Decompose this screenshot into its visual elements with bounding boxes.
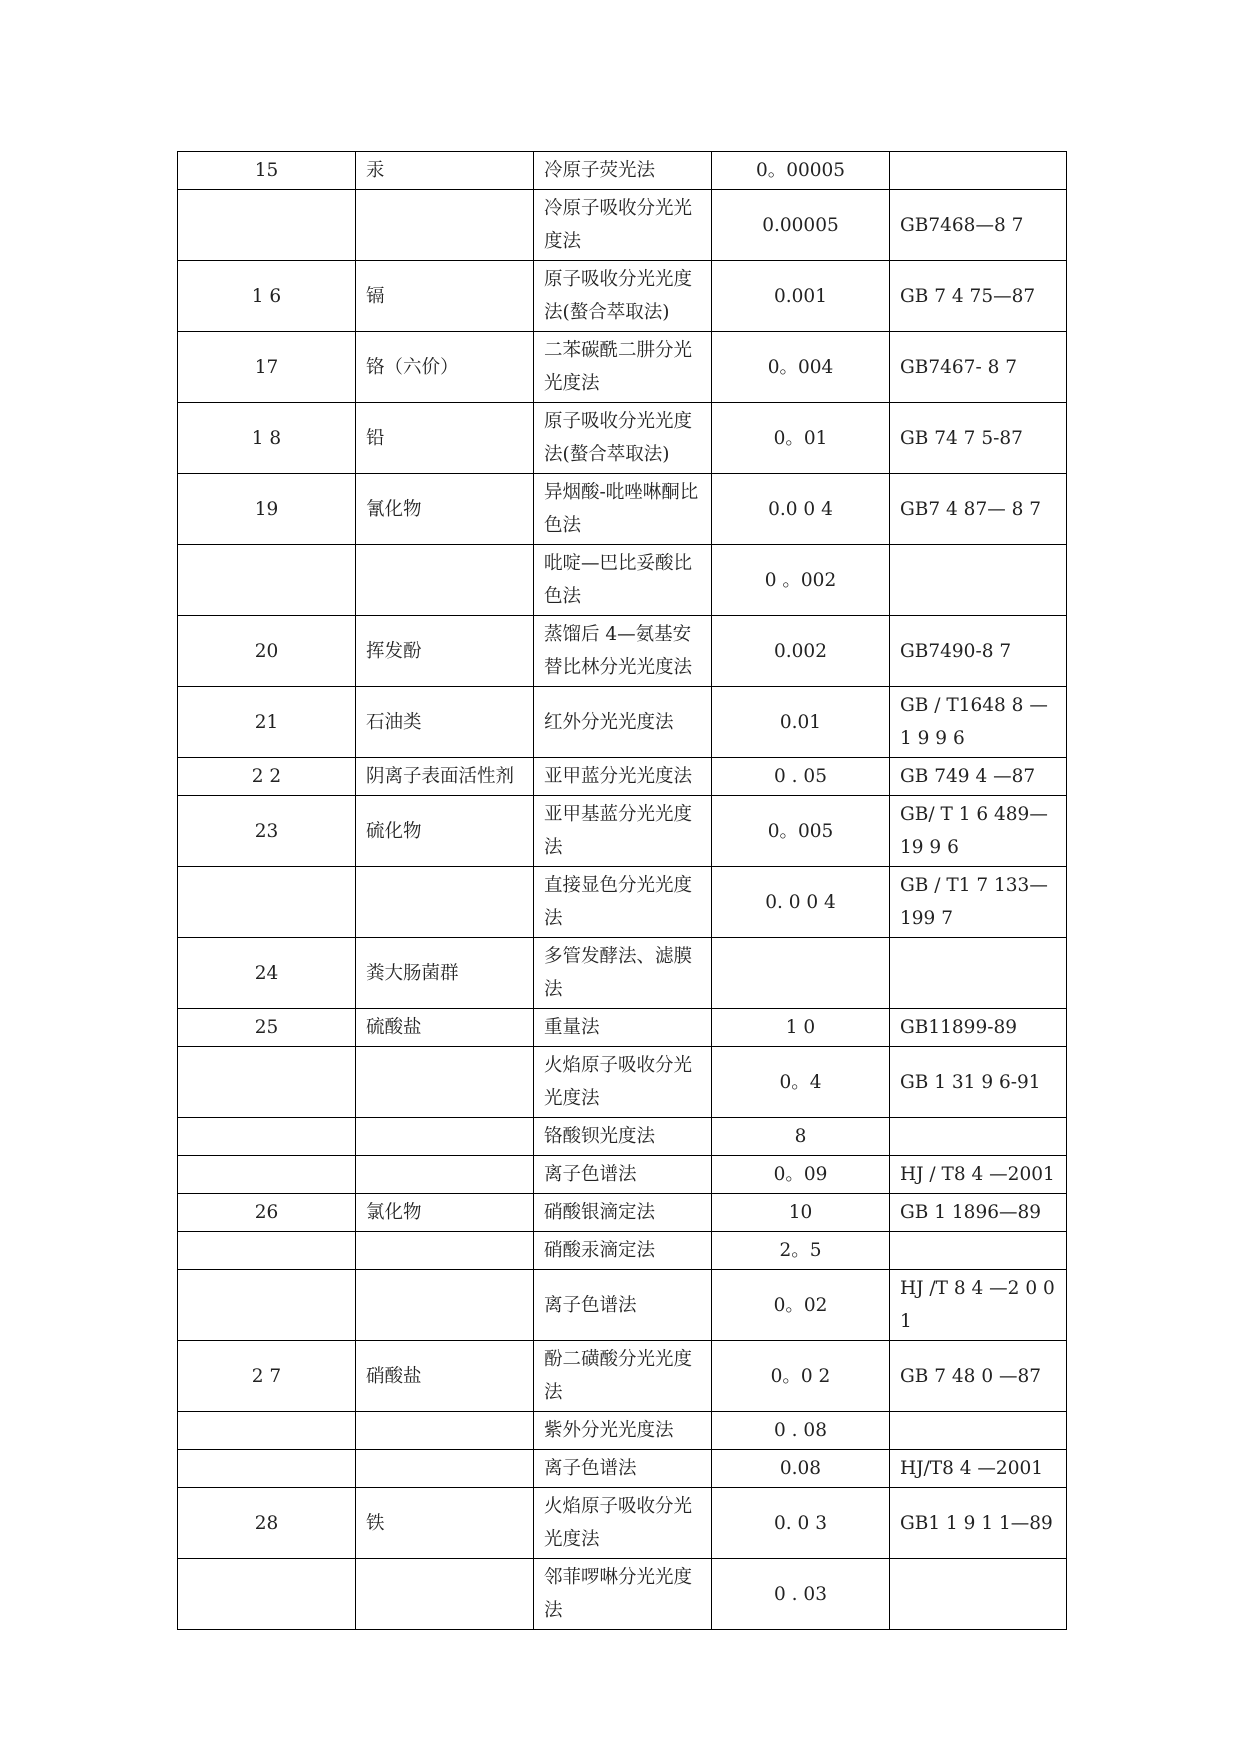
cell-detection-limit: 0. 0 0 4 bbox=[712, 867, 890, 938]
cell-method: 酚二磺酸分光光度法 bbox=[534, 1341, 712, 1412]
cell-standard: GB1 1 9 1 1—89 bbox=[890, 1488, 1067, 1559]
cell-method: 火焰原子吸收分光光度法 bbox=[534, 1047, 712, 1118]
cell-detection-limit bbox=[712, 938, 890, 1009]
cell-item-name bbox=[356, 1118, 534, 1156]
cell-item-name: 铬（六价） bbox=[356, 332, 534, 403]
cell-number bbox=[178, 1559, 356, 1630]
table-row bbox=[178, 1450, 1067, 1488]
cell-standard bbox=[890, 938, 1067, 1009]
cell-item-name: 粪大肠菌群 bbox=[356, 938, 534, 1009]
cell-standard: GB11899-89 bbox=[890, 1009, 1067, 1047]
cell-item-name: 汞 bbox=[356, 152, 534, 190]
cell-method: 亚甲蓝分光光度法 bbox=[534, 758, 712, 796]
cell-number: 19 bbox=[178, 474, 356, 545]
table-row bbox=[178, 616, 1067, 687]
cell-detection-limit: 0。004 bbox=[712, 332, 890, 403]
cell-detection-limit: 0 . 03 bbox=[712, 1559, 890, 1630]
cell-method: 紫外分光光度法 bbox=[534, 1412, 712, 1450]
table-body bbox=[178, 152, 1067, 1630]
cell-detection-limit: 0.0 0 4 bbox=[712, 474, 890, 545]
cell-standard bbox=[890, 1559, 1067, 1630]
cell-method: 火焰原子吸收分光光度法 bbox=[534, 1488, 712, 1559]
cell-standard bbox=[890, 545, 1067, 616]
cell-number bbox=[178, 1118, 356, 1156]
cell-method: 多管发酵法、滤膜法 bbox=[534, 938, 712, 1009]
cell-item-name bbox=[356, 1156, 534, 1194]
cell-standard bbox=[890, 152, 1067, 190]
table-row bbox=[178, 1559, 1067, 1630]
cell-item-name: 硝酸盐 bbox=[356, 1341, 534, 1412]
cell-number: 17 bbox=[178, 332, 356, 403]
table-row bbox=[178, 1047, 1067, 1118]
cell-method: 蒸馏后 4—氨基安替比林分光光度法 bbox=[534, 616, 712, 687]
cell-detection-limit: 0.00005 bbox=[712, 190, 890, 261]
cell-method: 原子吸收分光光度法(螯合萃取法) bbox=[534, 261, 712, 332]
cell-number bbox=[178, 1232, 356, 1270]
cell-method: 原子吸收分光光度法(螯合萃取法) bbox=[534, 403, 712, 474]
cell-detection-limit: 0。02 bbox=[712, 1270, 890, 1341]
cell-detection-limit: 0. 0 3 bbox=[712, 1488, 890, 1559]
cell-item-name bbox=[356, 1270, 534, 1341]
cell-method: 亚甲基蓝分光光度法 bbox=[534, 796, 712, 867]
cell-standard: GB7 4 87— 8 7 bbox=[890, 474, 1067, 545]
cell-method: 重量法 bbox=[534, 1009, 712, 1047]
table-row bbox=[178, 1194, 1067, 1232]
cell-standard bbox=[890, 1118, 1067, 1156]
cell-detection-limit: 1 0 bbox=[712, 1009, 890, 1047]
cell-standard: GB 1 31 9 6-91 bbox=[890, 1047, 1067, 1118]
cell-detection-limit: 0。0 2 bbox=[712, 1341, 890, 1412]
cell-item-name: 石油类 bbox=[356, 687, 534, 758]
table-row bbox=[178, 261, 1067, 332]
cell-detection-limit: 0。00005 bbox=[712, 152, 890, 190]
cell-detection-limit: 0。4 bbox=[712, 1047, 890, 1118]
cell-detection-limit: 0 . 05 bbox=[712, 758, 890, 796]
cell-number: 2 2 bbox=[178, 758, 356, 796]
cell-method: 离子色谱法 bbox=[534, 1270, 712, 1341]
cell-number bbox=[178, 1156, 356, 1194]
table-row bbox=[178, 1488, 1067, 1559]
standards-table bbox=[177, 151, 1067, 1630]
table-row bbox=[178, 1412, 1067, 1450]
cell-method: 冷原子吸收分光光度法 bbox=[534, 190, 712, 261]
cell-number: 23 bbox=[178, 796, 356, 867]
cell-standard: GB 7 4 75—87 bbox=[890, 261, 1067, 332]
cell-standard: HJ /T 8 4 —2 0 01 bbox=[890, 1270, 1067, 1341]
table-row bbox=[178, 867, 1067, 938]
cell-item-name: 铅 bbox=[356, 403, 534, 474]
table-row bbox=[178, 190, 1067, 261]
table-row bbox=[178, 474, 1067, 545]
cell-detection-limit: 0 . 08 bbox=[712, 1412, 890, 1450]
cell-method: 邻菲啰啉分光光度法 bbox=[534, 1559, 712, 1630]
cell-detection-limit: 0。01 bbox=[712, 403, 890, 474]
cell-standard: GB 7 48 0 —87 bbox=[890, 1341, 1067, 1412]
cell-standard bbox=[890, 1232, 1067, 1270]
cell-method: 硝酸汞滴定法 bbox=[534, 1232, 712, 1270]
cell-standard: HJ/T8 4 —2001 bbox=[890, 1450, 1067, 1488]
table-row bbox=[178, 938, 1067, 1009]
cell-detection-limit: 0。09 bbox=[712, 1156, 890, 1194]
cell-item-name: 挥发酚 bbox=[356, 616, 534, 687]
cell-detection-limit: 8 bbox=[712, 1118, 890, 1156]
cell-number bbox=[178, 1450, 356, 1488]
cell-standard: GB/ T 1 6 489—19 9 6 bbox=[890, 796, 1067, 867]
table-row bbox=[178, 1118, 1067, 1156]
cell-detection-limit: 0.01 bbox=[712, 687, 890, 758]
cell-item-name: 硫化物 bbox=[356, 796, 534, 867]
cell-method: 冷原子荧光法 bbox=[534, 152, 712, 190]
cell-standard: GB7490-8 7 bbox=[890, 616, 1067, 687]
table-row bbox=[178, 403, 1067, 474]
table-row bbox=[178, 545, 1067, 616]
table-row bbox=[178, 758, 1067, 796]
cell-method: 二苯碳酰二肼分光光度法 bbox=[534, 332, 712, 403]
cell-number bbox=[178, 1412, 356, 1450]
cell-method: 离子色谱法 bbox=[534, 1450, 712, 1488]
cell-method: 硝酸银滴定法 bbox=[534, 1194, 712, 1232]
cell-detection-limit: 0.002 bbox=[712, 616, 890, 687]
table-row bbox=[178, 1341, 1067, 1412]
cell-number bbox=[178, 545, 356, 616]
cell-item-name bbox=[356, 1047, 534, 1118]
cell-item-name bbox=[356, 1412, 534, 1450]
cell-number: 25 bbox=[178, 1009, 356, 1047]
cell-detection-limit: 0.08 bbox=[712, 1450, 890, 1488]
cell-detection-limit: 10 bbox=[712, 1194, 890, 1232]
cell-number: 28 bbox=[178, 1488, 356, 1559]
cell-detection-limit: 2。5 bbox=[712, 1232, 890, 1270]
cell-item-name: 硫酸盐 bbox=[356, 1009, 534, 1047]
cell-standard: HJ / T8 4 —2001 bbox=[890, 1156, 1067, 1194]
cell-method: 铬酸钡光度法 bbox=[534, 1118, 712, 1156]
cell-standard: GB / T1648 8 — 1 9 9 6 bbox=[890, 687, 1067, 758]
cell-number: 20 bbox=[178, 616, 356, 687]
cell-item-name: 阴离子表面活性剂 bbox=[356, 758, 534, 796]
cell-standard bbox=[890, 1412, 1067, 1450]
cell-detection-limit: 0 。002 bbox=[712, 545, 890, 616]
cell-item-name bbox=[356, 1450, 534, 1488]
cell-method: 吡啶—巴比妥酸比色法 bbox=[534, 545, 712, 616]
cell-item-name: 氰化物 bbox=[356, 474, 534, 545]
table-row bbox=[178, 1156, 1067, 1194]
cell-number: 21 bbox=[178, 687, 356, 758]
cell-number: 1 8 bbox=[178, 403, 356, 474]
cell-item-name: 铁 bbox=[356, 1488, 534, 1559]
cell-method: 异烟酸-吡唑啉酮比色法 bbox=[534, 474, 712, 545]
cell-item-name: 氯化物 bbox=[356, 1194, 534, 1232]
cell-number bbox=[178, 1047, 356, 1118]
cell-method: 离子色谱法 bbox=[534, 1156, 712, 1194]
cell-item-name bbox=[356, 1232, 534, 1270]
cell-number: 26 bbox=[178, 1194, 356, 1232]
cell-number: 15 bbox=[178, 152, 356, 190]
cell-item-name: 镉 bbox=[356, 261, 534, 332]
cell-number bbox=[178, 190, 356, 261]
table-row bbox=[178, 796, 1067, 867]
cell-number: 24 bbox=[178, 938, 356, 1009]
table-row bbox=[178, 332, 1067, 403]
cell-number: 2 7 bbox=[178, 1341, 356, 1412]
cell-method: 直接显色分光光度法 bbox=[534, 867, 712, 938]
cell-item-name bbox=[356, 545, 534, 616]
cell-standard: GB7467- 8 7 bbox=[890, 332, 1067, 403]
cell-standard: GB 74 7 5-87 bbox=[890, 403, 1067, 474]
cell-detection-limit: 0.001 bbox=[712, 261, 890, 332]
cell-number bbox=[178, 867, 356, 938]
cell-item-name bbox=[356, 190, 534, 261]
cell-method: 红外分光光度法 bbox=[534, 687, 712, 758]
table-row bbox=[178, 1009, 1067, 1047]
cell-item-name bbox=[356, 867, 534, 938]
table-row bbox=[178, 152, 1067, 190]
cell-item-name bbox=[356, 1559, 534, 1630]
cell-standard: GB 749 4 —87 bbox=[890, 758, 1067, 796]
cell-standard: GB7468—8 7 bbox=[890, 190, 1067, 261]
cell-standard: GB / T1 7 133—199 7 bbox=[890, 867, 1067, 938]
cell-number: 1 6 bbox=[178, 261, 356, 332]
table-row bbox=[178, 687, 1067, 758]
cell-number bbox=[178, 1270, 356, 1341]
table-row bbox=[178, 1232, 1067, 1270]
cell-standard: GB 1 1896—89 bbox=[890, 1194, 1067, 1232]
cell-detection-limit: 0。005 bbox=[712, 796, 890, 867]
table-row bbox=[178, 1270, 1067, 1341]
